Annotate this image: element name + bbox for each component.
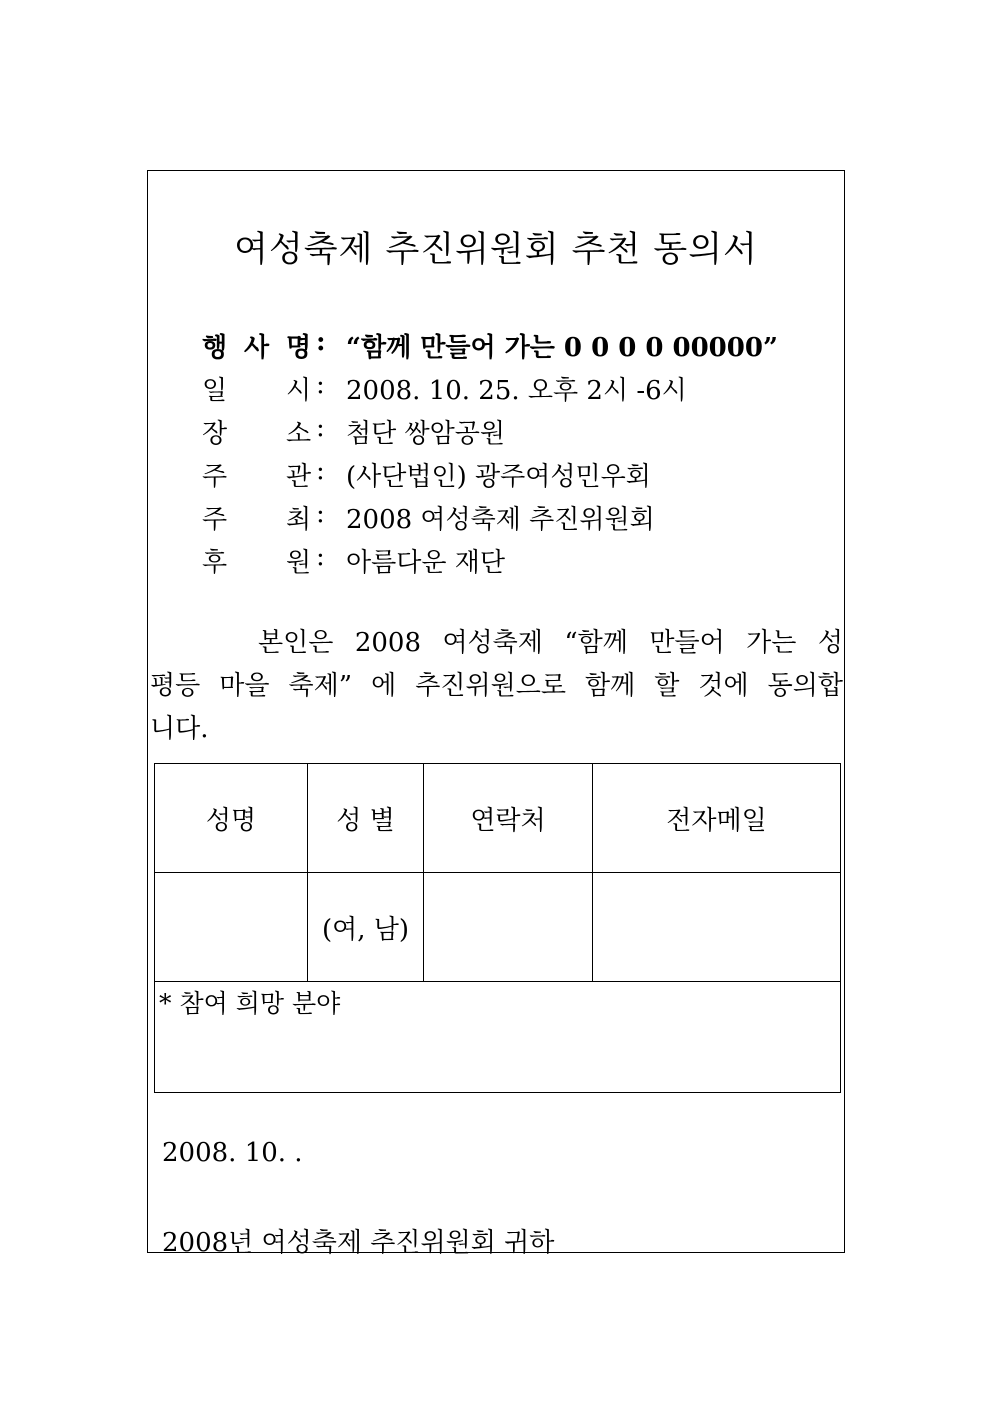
addressee: 2008년 여성축제 추진위원회 귀하 bbox=[162, 1228, 555, 1258]
info-value: 아름다운 재단 bbox=[346, 548, 505, 578]
name-cell[interactable] bbox=[155, 873, 308, 982]
info-colon: : bbox=[316, 542, 325, 572]
info-value: 2008 여성축제 추진위원회 bbox=[346, 505, 655, 535]
participation-wish-cell[interactable]: * 참여 희망 분야 bbox=[155, 982, 841, 1093]
info-colon: : bbox=[316, 499, 325, 529]
info-colon: : bbox=[316, 456, 325, 486]
info-colon: : bbox=[316, 327, 326, 357]
wish-row bbox=[155, 982, 841, 1093]
entry-table bbox=[154, 763, 841, 1093]
consent-line-3: 니다. bbox=[150, 714, 209, 744]
info-colon: : bbox=[316, 413, 325, 443]
table-row bbox=[155, 873, 841, 982]
contact-cell[interactable] bbox=[424, 873, 593, 982]
gender-cell[interactable]: (여, 남) bbox=[308, 873, 424, 982]
info-value: (사단법인) 광주여성민우회 bbox=[346, 462, 651, 492]
header-name: 성명 bbox=[155, 764, 308, 873]
date-line: 2008. 10. . bbox=[162, 1138, 303, 1168]
consent-line-2: 평등 마을 축제” 에 추진위원으로 함께 할 것에 동의합 bbox=[150, 671, 843, 701]
header-gender: 성 별 bbox=[308, 764, 424, 873]
table-header-row bbox=[155, 764, 841, 873]
info-value: 첨단 쌍암공원 bbox=[346, 419, 505, 449]
consent-line-1: 본인은 2008 여성축제 “함께 만들어 가는 성 bbox=[258, 628, 843, 658]
info-colon: : bbox=[316, 370, 325, 400]
info-value: “함께 만들어 가는 0 0 0 0 00000” bbox=[346, 333, 778, 363]
document-title: 여성축제 추진위원회 추천 동의서 bbox=[234, 230, 758, 270]
info-value: 2008. 10. 25. 오후 2시 -6시 bbox=[346, 376, 687, 406]
header-contact: 연락처 bbox=[424, 764, 593, 873]
email-cell[interactable] bbox=[593, 873, 841, 982]
header-email: 전자메일 bbox=[593, 764, 841, 873]
